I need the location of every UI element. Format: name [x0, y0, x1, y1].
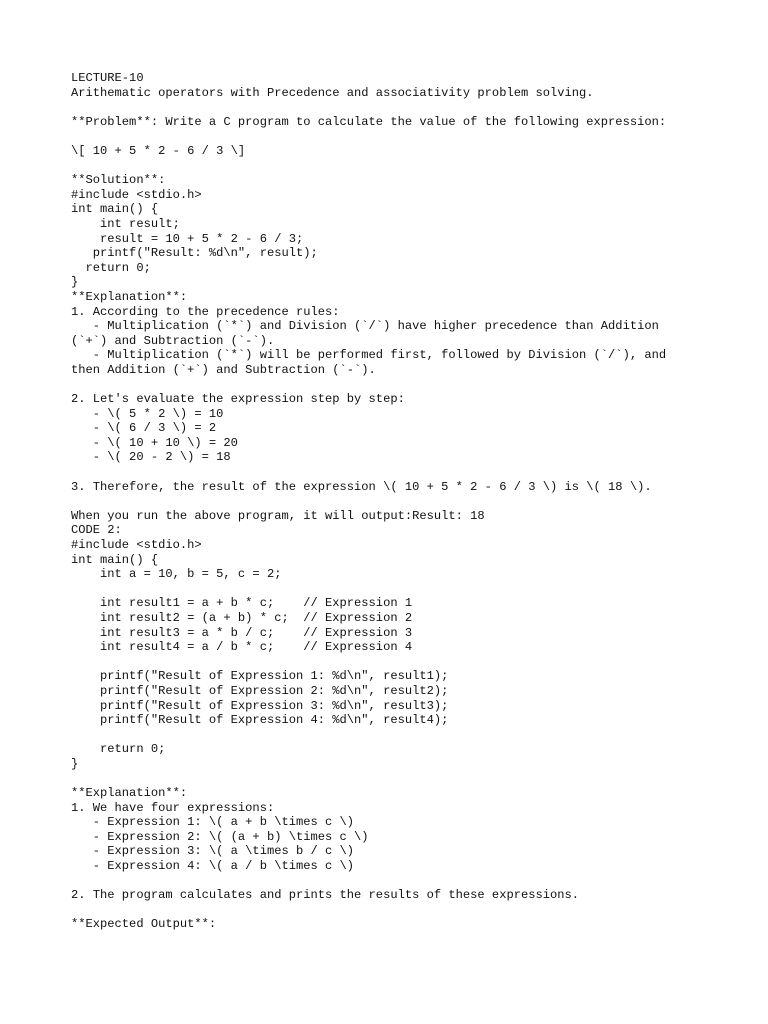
text-line: **Problem**: Write a C program to calculate the value of the following expression:: [71, 114, 667, 129]
text-line: int result4 = a / b * c; // Expression 4: [71, 640, 413, 655]
text-line: result = 10 + 5 * 2 - 6 / 3;: [71, 231, 304, 246]
blank-line: [71, 100, 711, 115]
text-line: - \( 5 * 2 \) = 10: [71, 406, 224, 421]
text-line: printf("Result of Expression 2: %d\n", result2);: [71, 683, 449, 698]
blank-line: [71, 772, 711, 787]
text-line: **Explanation**:: [71, 289, 188, 304]
text-line: 2. Let's evaluate the expression step by step:: [71, 392, 405, 407]
text-line: printf("Result of Expression 1: %d\n", result1);: [71, 669, 449, 684]
blank-line: [71, 465, 711, 480]
document-page: [71, 71, 711, 932]
blank-line: [71, 159, 711, 174]
text-line: int result1 = a + b * c; // Expression 1: [71, 596, 413, 611]
text-line: int result3 = a * b / c; // Expression 3: [71, 625, 413, 640]
text-line: printf("Result of Expression 3: %d\n", result3);: [71, 698, 449, 713]
text-line: #include <stdio.h>: [71, 187, 202, 202]
text-line: When you run the above program, it will output:Result: 18: [71, 508, 485, 523]
text-line: **Solution**:: [71, 173, 166, 188]
text-line: - Expression 2: \( (a + b) \times c \): [71, 829, 369, 844]
blank-line: [71, 129, 711, 144]
text-line: printf("Result of Expression 4: %d\n", result4);: [71, 713, 449, 728]
text-line: 3. Therefore, the result of the expression \( 10 + 5 * 2 - 6 / 3 \) is \( 18 \).: [71, 479, 652, 494]
text-line: - Expression 4: \( a / b \times c \): [71, 859, 355, 874]
text-line: }: [71, 756, 79, 771]
text-line: int result2 = (a + b) * c; // Expression 2: [71, 610, 413, 625]
blank-line: [71, 494, 711, 509]
text-line: 1. We have four expressions:: [71, 800, 275, 815]
text-line: **Explanation**:: [71, 786, 188, 801]
text-line: CODE 2:: [71, 523, 122, 538]
text-line: int main() {: [71, 202, 159, 217]
blank-line: [71, 874, 711, 889]
text-line: - Expression 3: \( a \times b / c \): [71, 844, 355, 859]
text-line: int result;: [71, 216, 180, 231]
text-line: **Expected Output**:: [71, 917, 217, 932]
text-line: int a = 10, b = 5, c = 2;: [71, 567, 282, 582]
text-line: \[ 10 + 5 * 2 - 6 / 3 \]: [71, 143, 246, 158]
blank-line: [71, 655, 711, 670]
blank-line: [71, 582, 711, 597]
text-line: 1. According to the precedence rules:: [71, 304, 340, 319]
text-line: #include <stdio.h>: [71, 538, 202, 552]
text-line: then Addition (`+`) and Subtraction (`-`).: [71, 362, 376, 377]
blank-line: [71, 377, 711, 392]
text-line: (`+`) and Subtraction (`-`).: [71, 333, 275, 348]
text-line: 2. The program calculates and prints the results of these expressions.: [71, 888, 580, 903]
blank-line: [71, 903, 711, 918]
text-line: int main() {: [71, 552, 159, 567]
text-line: - Multiplication (`*`) will be performed first, followed by Division (`/`), and: [71, 348, 667, 363]
text-line: - \( 6 / 3 \) = 2: [71, 421, 217, 436]
document-body: [71, 71, 711, 932]
text-line: return 0;: [71, 742, 166, 757]
blank-line: [71, 728, 711, 743]
text-line: return 0;: [71, 260, 151, 275]
text-line: LECTURE-10: [71, 71, 144, 85]
text-line: - Multiplication (`*`) and Division (`/`) have higher precedence than Addition: [71, 319, 659, 334]
text-line: }: [71, 275, 79, 290]
text-line: printf("Result: %d\n", result);: [71, 246, 318, 261]
text-line: - Expression 1: \( a + b \times c \): [71, 815, 355, 830]
text-line: - \( 20 - 2 \) = 18: [71, 450, 231, 465]
text-line: - \( 10 + 10 \) = 20: [71, 435, 238, 450]
text-line: Arithematic operators with Precedence and associativity problem solving.: [71, 85, 594, 100]
